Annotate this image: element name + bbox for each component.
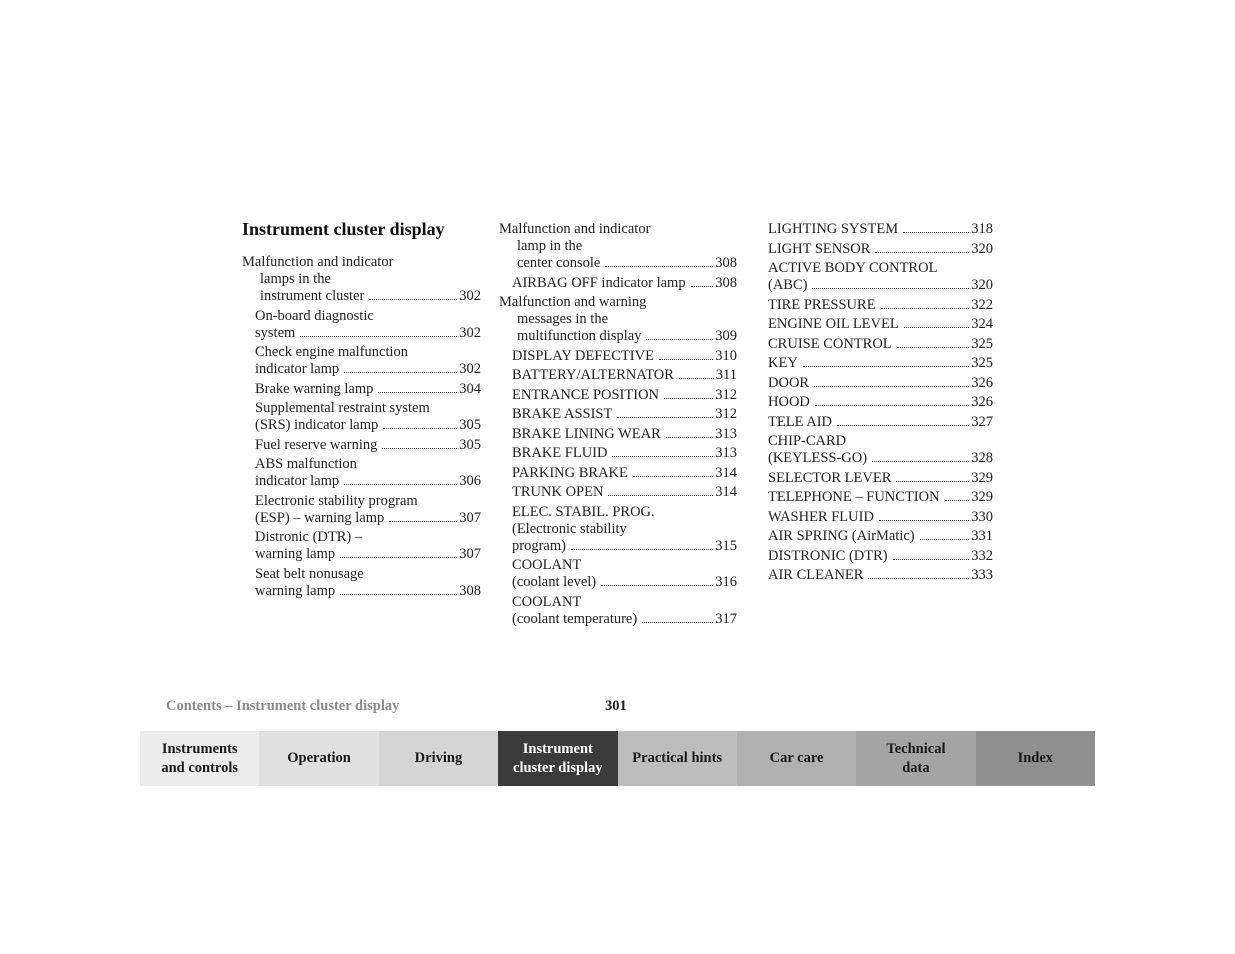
index-entry[interactable] [499, 221, 737, 272]
entry-page-number[interactable]: 331 [971, 528, 993, 544]
index-column-1 [242, 254, 481, 602]
entry-label: DISTRONIC (DTR) [768, 547, 888, 564]
index-entry[interactable] [499, 406, 737, 423]
index-entry[interactable] [768, 316, 993, 333]
entry-label: warning lamp [255, 546, 336, 562]
tab-instrument-cluster-display[interactable]: Instrument cluster display [498, 731, 617, 786]
entry-text: lamp in the [517, 238, 583, 254]
dot-leader [896, 480, 969, 482]
dot-leader [659, 358, 713, 360]
dot-leader [608, 494, 713, 496]
entry-label: BRAKE LINING WEAR [512, 425, 661, 442]
entry-page-number[interactable]: 318 [971, 221, 993, 237]
entry-page-number[interactable]: 307 [459, 509, 481, 526]
dot-leader [617, 416, 713, 418]
entry-page-number[interactable]: 302 [459, 361, 481, 377]
entry-label: indicator lamp [255, 361, 340, 377]
dot-leader [897, 346, 970, 348]
index-entry[interactable] [499, 465, 737, 482]
index-entry[interactable] [768, 297, 993, 314]
entry-label: DISPLAY DEFECTIVE [512, 347, 654, 364]
index-entry[interactable] [242, 400, 481, 434]
entry-label: center console [517, 255, 601, 271]
index-entry[interactable] [242, 308, 481, 342]
index-entry[interactable] [499, 445, 737, 462]
entry-label: (SRS) indicator lamp [255, 417, 379, 433]
entry-page-number[interactable]: 308 [459, 582, 481, 599]
entry-label: BATTERY/ALTERNATOR [512, 367, 674, 383]
dot-leader [868, 577, 969, 579]
index-entry[interactable] [768, 336, 993, 353]
dot-leader [837, 424, 969, 426]
index-column-3 [768, 221, 993, 587]
index-entry[interactable] [768, 355, 993, 372]
index-entry[interactable] [768, 567, 993, 584]
entry-page-number[interactable]: 310 [715, 347, 737, 364]
entry-page-number[interactable]: 324 [971, 316, 993, 332]
entry-label: KEY [768, 355, 798, 371]
entry-page-number[interactable]: 333 [971, 567, 993, 583]
index-column-2 [499, 221, 737, 630]
tab-technical-data[interactable]: Technical data [856, 731, 975, 786]
index-entry[interactable] [242, 493, 481, 527]
entry-label: warning lamp [255, 582, 336, 599]
tab-driving[interactable]: Driving [379, 731, 498, 786]
entry-page-number[interactable]: 328 [971, 450, 993, 466]
index-entry[interactable] [499, 426, 737, 443]
entry-label: WASHER FLUID [768, 508, 874, 525]
dot-leader [601, 584, 713, 586]
dot-leader [945, 499, 970, 501]
entry-page-number[interactable]: 320 [971, 240, 993, 257]
index-entry[interactable] [768, 489, 993, 506]
section-title: Instrument cluster display [242, 219, 445, 239]
index-entry[interactable] [499, 504, 737, 555]
entry-page-number[interactable]: 306 [459, 473, 481, 489]
entry-label: AIR SPRING (AirMatic) [768, 528, 915, 544]
entry-page-number[interactable]: 327 [971, 413, 993, 430]
entry-label: SELECTOR LEVER [768, 469, 892, 486]
dot-leader [812, 287, 969, 289]
entry-label: BRAKE FLUID [512, 445, 608, 461]
index-entry[interactable] [499, 557, 737, 591]
index-entry[interactable] [242, 566, 481, 600]
index-entry[interactable] [768, 241, 993, 258]
entry-label: (ESP) – warning lamp [255, 509, 385, 526]
entry-text: Distronic (DTR) – [255, 529, 363, 545]
dot-leader [300, 335, 457, 337]
index-entry[interactable] [242, 529, 481, 563]
entry-page-number[interactable]: 312 [715, 406, 737, 422]
entry-text: COOLANT [512, 557, 582, 573]
entry-text: On-board diagnostic [255, 307, 374, 324]
index-entry[interactable] [768, 548, 993, 565]
dot-leader [633, 475, 713, 477]
entry-text: ABS malfunction [255, 456, 357, 472]
entry-text: ELEC. STABIL. PROG. [512, 503, 655, 520]
index-entry[interactable] [499, 484, 737, 501]
entry-label: DOOR [768, 374, 810, 391]
entry-page-number[interactable]: 313 [715, 425, 737, 442]
index-entry[interactable] [768, 260, 993, 294]
dot-leader [881, 307, 970, 309]
entry-page-number[interactable]: 313 [715, 445, 737, 461]
entry-page-number[interactable]: 325 [971, 355, 993, 371]
tab-practical-hints[interactable]: Practical hints [618, 731, 737, 786]
entry-page-number[interactable]: 326 [971, 394, 993, 410]
entry-page-number[interactable]: 308 [715, 255, 737, 271]
dot-leader [904, 326, 970, 328]
dot-leader [383, 427, 457, 429]
entry-label: BRAKE ASSIST [512, 406, 613, 422]
entry-page-number[interactable]: 325 [971, 335, 993, 352]
dot-leader [344, 371, 457, 373]
entry-label: CRUISE CONTROL [768, 335, 892, 352]
index-entry[interactable] [768, 221, 993, 238]
index-entry[interactable] [768, 394, 993, 411]
dot-leader [666, 436, 714, 438]
entry-page-number[interactable]: 316 [715, 574, 737, 590]
entry-text: Malfunction and indicator [499, 221, 651, 237]
index-entry[interactable] [499, 367, 737, 384]
dot-leader [612, 455, 713, 457]
dot-leader [872, 460, 969, 462]
entry-page-number[interactable]: 314 [715, 484, 737, 500]
dot-leader [344, 483, 457, 485]
dot-leader [903, 231, 969, 233]
index-entry[interactable] [768, 375, 993, 392]
entry-label: program) [512, 537, 566, 554]
index-entry[interactable] [768, 433, 993, 467]
entry-label: TELE AID [768, 413, 833, 430]
entry-page-number[interactable]: 332 [971, 547, 993, 564]
dot-leader [340, 593, 457, 595]
dot-leader [679, 377, 714, 379]
index-entry[interactable] [242, 344, 481, 378]
entry-page-number[interactable]: 305 [459, 417, 481, 433]
entry-page-number[interactable]: 302 [459, 324, 481, 341]
entry-label: indicator lamp [255, 473, 340, 489]
dot-leader [605, 265, 713, 267]
dot-leader [875, 251, 969, 253]
dot-leader [664, 397, 713, 399]
dot-leader [378, 391, 457, 393]
entry-page-number[interactable]: 308 [715, 274, 737, 291]
index-entry[interactable] [768, 528, 993, 545]
entry-label: multifunction display [517, 328, 642, 344]
index-entry[interactable] [768, 509, 993, 526]
entry-label: TIRE PRESSURE [768, 296, 876, 313]
entry-text: CHIP-CARD [768, 433, 847, 449]
entry-text: lamps in the [260, 271, 331, 287]
entry-label: ENTRANCE POSITION [512, 386, 660, 403]
tab-instruments-and-controls[interactable]: Instruments and controls [140, 731, 259, 786]
entry-page-number[interactable]: 311 [715, 367, 737, 383]
entry-page-number[interactable]: 304 [459, 380, 481, 397]
dot-leader [814, 385, 969, 387]
entry-label: (coolant temperature) [512, 610, 638, 627]
entry-label: Brake warning lamp [255, 380, 374, 397]
entry-page-number[interactable]: 309 [715, 328, 737, 344]
index-entry[interactable] [499, 348, 737, 365]
index-entry[interactable] [242, 381, 481, 398]
entry-label: LIGHTING SYSTEM [768, 221, 899, 237]
dot-leader [879, 519, 969, 521]
index-entry[interactable] [499, 594, 737, 628]
entry-page-number[interactable]: 326 [971, 374, 993, 391]
entry-page-number[interactable]: 330 [971, 508, 993, 525]
entry-page-number[interactable]: 312 [715, 386, 737, 403]
entry-label: AIRBAG OFF indicator lamp [512, 274, 686, 291]
entry-label: TRUNK OPEN [512, 484, 604, 500]
entry-text: Malfunction and warning [499, 294, 647, 310]
entry-page-number[interactable]: 305 [459, 436, 481, 453]
entry-label: system [255, 324, 296, 341]
entry-label: (coolant level) [512, 574, 597, 590]
index-entry[interactable] [768, 470, 993, 487]
entry-text: Malfunction and indicator [242, 254, 394, 270]
entry-label: LIGHT SENSOR [768, 240, 871, 257]
dot-leader [642, 621, 713, 623]
chapter-tabs [140, 731, 1095, 786]
entry-page-number[interactable]: 307 [459, 546, 481, 562]
entry-label: PARKING BRAKE [512, 464, 628, 481]
dot-leader [893, 558, 970, 560]
index-entry[interactable] [499, 387, 737, 404]
dot-leader [920, 538, 970, 540]
dot-leader [389, 520, 457, 522]
entry-label: HOOD [768, 394, 810, 410]
entry-label: (ABC) [768, 277, 808, 293]
entry-text: COOLANT [512, 593, 582, 610]
entry-text: Check engine malfunction [255, 344, 409, 360]
entry-label: AIR CLEANER [768, 567, 864, 583]
entry-label: ENGINE OIL LEVEL [768, 316, 899, 332]
dot-leader [369, 298, 457, 300]
index-entry[interactable] [242, 456, 481, 490]
dot-leader [571, 548, 713, 550]
index-entry[interactable] [499, 275, 737, 292]
dot-leader [382, 447, 457, 449]
entry-page-number[interactable]: 329 [971, 469, 993, 486]
entry-page-number[interactable]: 320 [971, 277, 993, 293]
dot-leader [691, 285, 714, 287]
dot-leader [803, 365, 969, 367]
tab-index[interactable]: Index [976, 731, 1095, 786]
index-entry[interactable] [768, 414, 993, 431]
entry-label: TELEPHONE – FUNCTION [768, 489, 940, 505]
tab-car-care[interactable]: Car care [737, 731, 856, 786]
entry-text: messages in the [517, 311, 609, 327]
entry-text: Electronic stability program [255, 492, 418, 509]
entry-label: Fuel reserve warning [255, 436, 378, 453]
tab-operation[interactable]: Operation [259, 731, 378, 786]
entry-page-number[interactable]: 322 [971, 296, 993, 313]
entry-label: (KEYLESS-GO) [768, 450, 868, 466]
page-number: 301 [605, 698, 627, 714]
dot-leader [646, 338, 713, 340]
entry-page-number[interactable]: 314 [715, 464, 737, 481]
index-entry[interactable] [242, 437, 481, 454]
footer-breadcrumb: Contents – Instrument cluster display [166, 698, 400, 714]
entry-text: ACTIVE BODY CONTROL [768, 260, 938, 276]
index-entry[interactable] [499, 294, 737, 345]
dot-leader [815, 404, 969, 406]
dot-leader [340, 556, 457, 558]
entry-page-number[interactable]: 329 [971, 489, 993, 505]
entry-page-number[interactable]: 315 [715, 537, 737, 554]
entry-page-number[interactable]: 317 [715, 610, 737, 627]
entry-text: Supplemental restraint system [255, 400, 430, 416]
entry-text: (Electronic stability [512, 520, 627, 537]
entry-label: instrument cluster [260, 288, 365, 304]
entry-text: Seat belt nonusage [255, 565, 364, 582]
index-entry[interactable] [242, 254, 481, 305]
entry-page-number[interactable]: 302 [459, 288, 481, 304]
